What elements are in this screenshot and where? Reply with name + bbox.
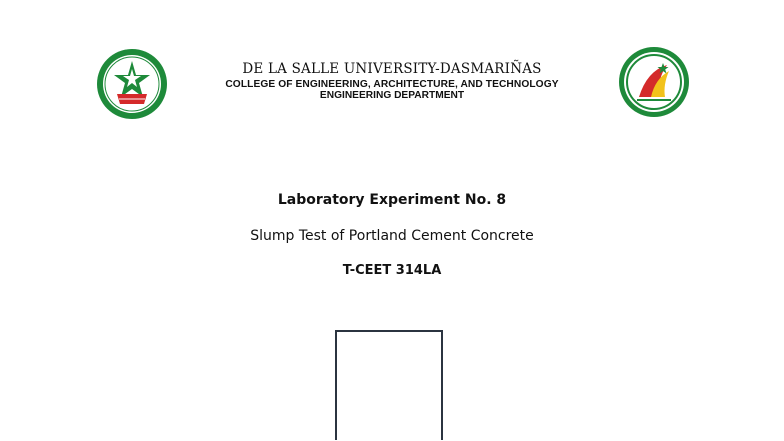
department-name: ENGINEERING DEPARTMENT xyxy=(319,89,465,101)
photo-placeholder xyxy=(335,330,443,440)
experiment-title: Slump Test of Portland Cement Concrete xyxy=(250,228,534,244)
experiment-number: Laboratory Experiment No. 8 xyxy=(277,192,507,208)
college-name: COLLEGE OF ENGINEERING, ARCHITECTURE, AND TECHNOLOGY xyxy=(225,78,559,90)
document-header xyxy=(0,0,784,130)
course-code: T-CEET 314LA xyxy=(342,263,442,278)
ceat-seal-icon xyxy=(617,45,691,119)
university-name: DE LA SALLE UNIVERSITY-DASMARIÑAS xyxy=(242,61,542,77)
institution-heading xyxy=(170,63,614,101)
dlsud-seal-icon xyxy=(95,47,169,121)
